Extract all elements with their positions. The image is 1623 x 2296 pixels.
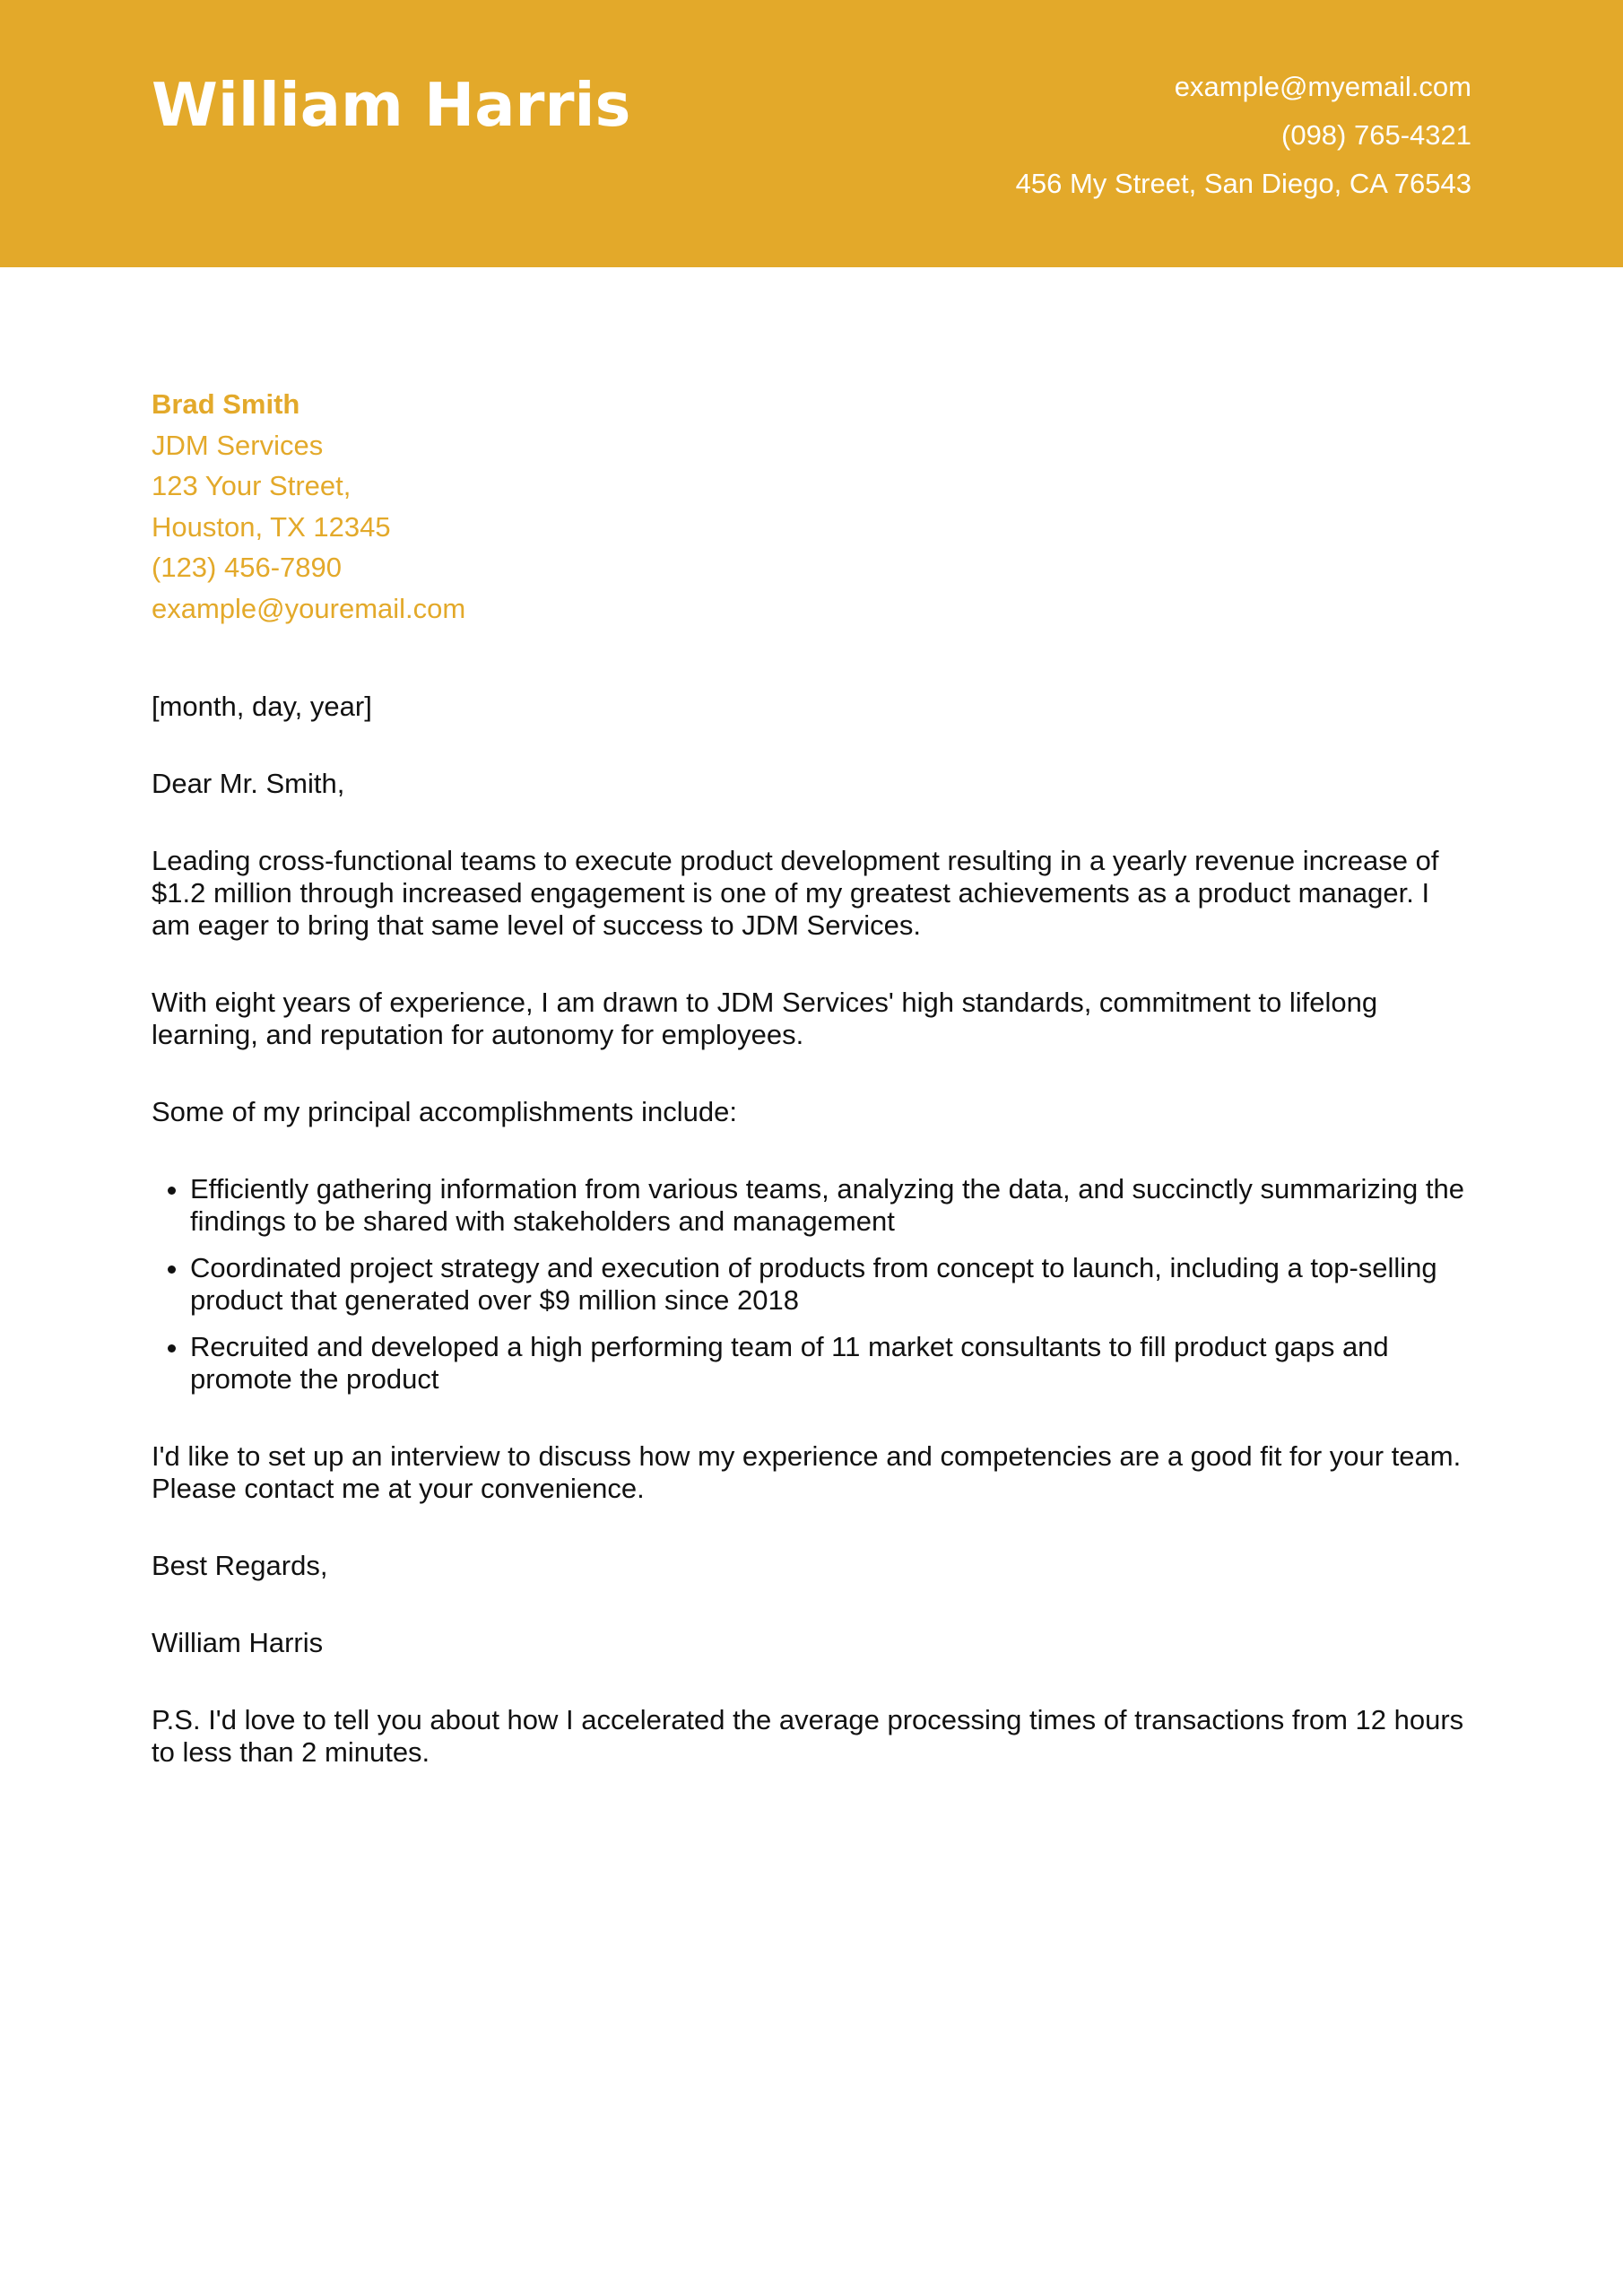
paragraph-intro: Leading cross-functional teams to execute product development resulting in a yearly revenue increase of $1.2 million through increased engagement is one of my greatest achievements as a product manager. I am eager to bring that same level of success to JDM Services. (152, 845, 1439, 941)
sender-email: example@myemail.com (1174, 71, 1471, 102)
salutation: Dear Mr. Smith, (152, 768, 345, 799)
letter-body (152, 691, 1474, 1813)
recipient-block (152, 384, 465, 629)
recipient-street: 123 Your Street, (152, 470, 352, 501)
recipient-city: Houston, TX 12345 (152, 510, 391, 543)
list-item: • Coordinated project strategy and execution of products from concept to launch, including a top-selling product that generated over $9 million since 2018 (190, 1252, 1474, 1317)
recipient-phone: (123) 456-7890 (152, 552, 342, 583)
recipient-name: Brad Smith (152, 388, 300, 420)
paragraph-experience: With eight years of experience, I am drawn to JDM Services' high standards, commitment to lifelong learning, and reputation for autonomy for employees. (152, 987, 1378, 1050)
paragraph-accomplishments-intro: Some of my principal accomplishments include: (152, 1096, 737, 1127)
signature: William Harris (152, 1627, 324, 1658)
sign-off: Best Regards, (152, 1550, 328, 1581)
header-banner (0, 0, 1623, 267)
list-item: • Recruited and developed a high performing team of 11 market consultants to fill product gaps and promote the product (190, 1331, 1474, 1396)
sender-name: William Harris (152, 70, 631, 140)
closing-paragraph: I'd like to set up an interview to discuss how my experience and competencies are a good fit for your team. Please contact me at your convenience. (152, 1440, 1462, 1504)
list-item: • Efficiently gathering information from various teams, analyzing the data, and succinctly summarizing the findings to be shared with stakeholders and management (190, 1173, 1474, 1238)
sender-address: 456 My Street, San Diego, CA 76543 (1015, 168, 1471, 199)
recipient-email: example@youremail.com (152, 592, 466, 624)
sender-contact (1016, 65, 1471, 210)
postscript: P.S. I'd love to tell you about how I accelerated the average processing times of transactions from 12 hours to less than 2 minutes. (152, 1704, 1464, 1768)
sender-phone: (098) 765-4321 (1281, 119, 1471, 151)
letter-date: [month, day, year] (152, 691, 372, 722)
recipient-company: JDM Services (152, 429, 324, 461)
accomplishments-list (152, 1173, 1474, 1396)
